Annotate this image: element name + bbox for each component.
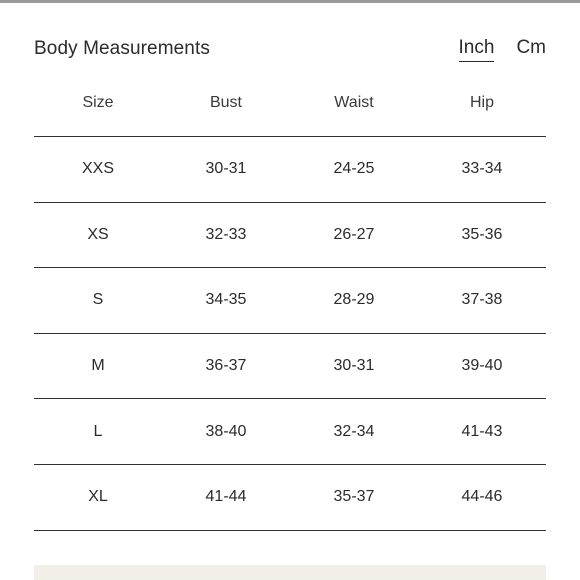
cell-bust: 41-44 [162,464,290,530]
cell-bust: 30-31 [162,137,290,203]
page-title: Body Measurements [34,38,210,59]
cell-hip: 35-36 [418,202,546,268]
table-row [34,464,546,530]
cell-hip: 33-34 [418,137,546,203]
table-row [34,137,546,203]
column-header-bust: Bust [162,70,290,137]
table-row [34,333,546,399]
cell-size: S [34,268,162,334]
cell-bust: 32-33 [162,202,290,268]
unit-toggle [459,37,546,62]
column-header-waist: Waist [290,70,418,137]
cell-size: XS [34,202,162,268]
table-row [34,268,546,334]
cell-size: L [34,399,162,465]
cell-hip: 41-43 [418,399,546,465]
cell-waist: 32-34 [290,399,418,465]
cell-bust: 36-37 [162,333,290,399]
cell-hip: 37-38 [418,268,546,334]
measurements-table [34,70,546,531]
cell-waist: 24-25 [290,137,418,203]
cell-size: XXS [34,137,162,203]
cell-waist: 35-37 [290,464,418,530]
cell-hip: 39-40 [418,333,546,399]
column-header-hip: Hip [418,70,546,137]
cell-waist: 28-29 [290,268,418,334]
column-header-size: Size [34,70,162,137]
size-chart-header [34,34,546,64]
table-header-row [34,70,546,137]
footer-panel [34,565,546,580]
table-row [34,399,546,465]
cell-waist: 26-27 [290,202,418,268]
cell-bust: 38-40 [162,399,290,465]
cell-hip: 44-46 [418,464,546,530]
cell-size: XL [34,464,162,530]
unit-inch-button[interactable]: Inch [459,37,495,62]
cell-waist: 30-31 [290,333,418,399]
cell-size: M [34,333,162,399]
cell-bust: 34-35 [162,268,290,334]
unit-cm-button[interactable]: Cm [516,37,546,58]
top-divider [0,0,580,3]
table-row [34,202,546,268]
